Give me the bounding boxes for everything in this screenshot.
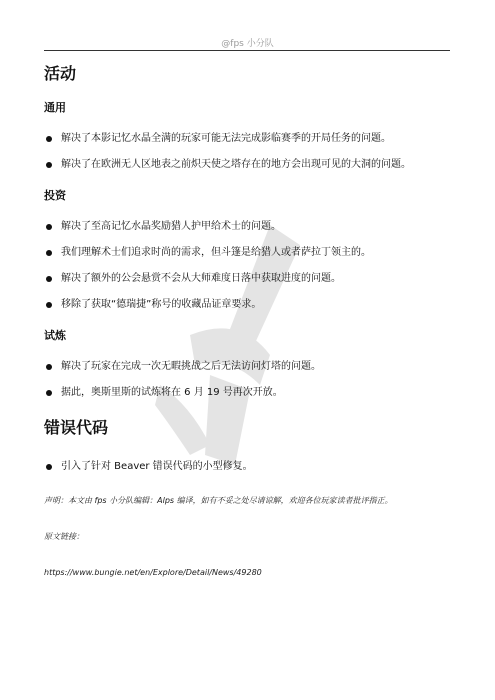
bullet-icon	[46, 302, 52, 308]
trials-list	[44, 354, 456, 406]
header-divider	[44, 50, 450, 51]
list-item: 解决了在欧洲无人区地表之前炽天使之塔存在的地方会出现可见的大洞的问题。	[44, 152, 456, 178]
source-label: 原文链接：	[44, 532, 84, 541]
bullet-icon	[46, 390, 52, 396]
bullet-icon	[46, 136, 52, 142]
bullet-icon	[46, 464, 52, 470]
list-item: 据此，奥斯里斯的试炼将在 6 月 19 号再次开放。	[44, 380, 456, 406]
subheading-investment: 投资	[44, 189, 66, 202]
general-list	[44, 126, 456, 178]
subheading-trials: 试炼	[44, 329, 66, 342]
list-item: 解决了至高记忆水晶奖励猎人护甲给术士的问题。	[44, 214, 456, 240]
disclaimer-text: 声明：本文由 fps 小分队编辑：Alps 编译，如有不妥之处尽请谅解，欢迎各位玩家读者批评指正。	[44, 496, 393, 505]
list-item: 解决了玩家在完成一次无暇挑战之后无法访问灯塔的问题。	[44, 354, 456, 380]
list-item: 解决了本影记忆水晶全满的玩家可能无法完成影临赛季的开局任务的问题。	[44, 126, 456, 152]
bullet-icon	[46, 162, 52, 168]
bullet-icon	[46, 276, 52, 282]
list-item: 引入了针对 Beaver 错误代码的小型修复。	[44, 454, 456, 480]
document-body	[44, 62, 456, 580]
bullet-icon	[46, 224, 52, 230]
page-header: @fps 小分队	[221, 39, 274, 49]
section-title-error-codes: 错误代码	[44, 418, 109, 437]
bullet-icon	[46, 364, 52, 370]
error-codes-list	[44, 454, 456, 480]
list-item: 解决了额外的公会悬赏不会从大师难度日落中获取进度的问题。	[44, 266, 456, 292]
bullet-icon	[46, 250, 52, 256]
source-link[interactable]: https://www.bungie.net/en/Explore/Detail/News/49280	[44, 568, 262, 577]
investment-list	[44, 214, 456, 318]
section-title-activities: 活动	[44, 64, 77, 83]
list-item: 移除了获取“德瑞捷”称号的收藏品证章要求。	[44, 292, 456, 318]
list-item: 我们理解术士们追求时尚的需求，但斗篷是给猎人或者萨拉丁领主的。	[44, 240, 456, 266]
subheading-general: 通用	[44, 101, 66, 114]
